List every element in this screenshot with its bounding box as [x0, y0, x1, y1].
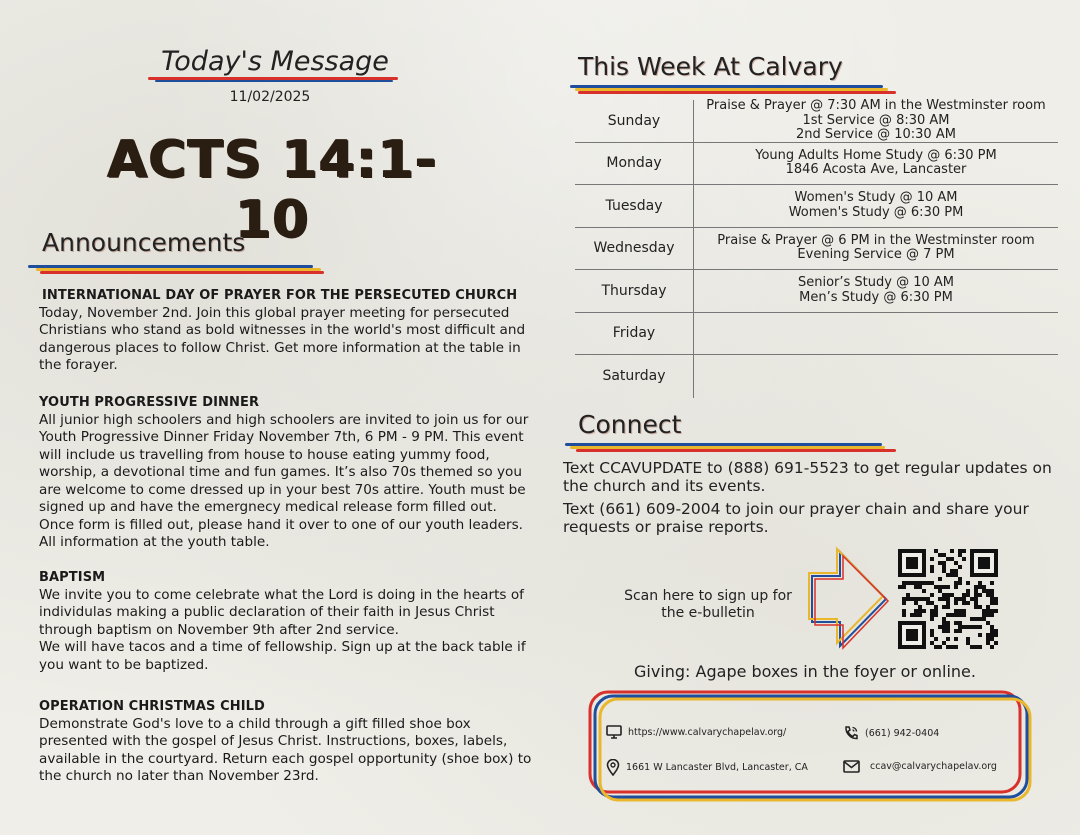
schedule-row-wednesday: [575, 228, 1058, 271]
schedule-event: Women's Study @ 10 AM: [794, 190, 958, 206]
schedule-day: Wednesday: [575, 228, 694, 270]
announcement-body: Today, November 2nd. Join this global prayer meeting for persecuted Christians who stand as bold witnesses in the world's most difficult and dangerous places to follow Christ. Get more information at the table in the forayer.: [39, 304, 526, 373]
schedule-events: [694, 143, 1058, 185]
schedule-event: 1846 Acosta Ave, Lancaster: [785, 162, 967, 178]
contact-box: [588, 690, 1034, 802]
schedule-events: [694, 270, 1058, 312]
announcements-stripe-red: [40, 271, 324, 274]
schedule-event: Young Adults Home Study @ 6:30 PM: [755, 147, 997, 163]
message-title: Today's Message: [161, 46, 389, 77]
schedule-event: Evening Service @ 7 PM: [797, 247, 955, 263]
title-underline-blue: [155, 80, 393, 82]
monitor-icon: [606, 725, 622, 739]
schedule-day: Monday: [575, 143, 694, 185]
address-text: 1661 W Lancaster Blvd, Lancaster, CA: [626, 762, 808, 773]
schedule-event: Women's Study @ 6:30 PM: [788, 204, 964, 220]
connect-text-prayer-chain: Text (661) 609-2004 to join our prayer chain and share your requests or praise reports.: [563, 500, 1029, 536]
website-link[interactable]: https://www.calvarychapelav.org/: [628, 726, 787, 738]
announcement-title: OPERATION CHRISTMAS CHILD: [39, 699, 265, 714]
schedule-events: [694, 313, 1058, 355]
schedule-event: 1st Service @ 8:30 AM: [802, 112, 950, 128]
schedule-events: [694, 355, 1058, 398]
message-date: 11/02/2025: [229, 89, 311, 105]
announcement-body: All junior high schoolers and high schoolers are invited to join us for our Youth Progressive Dinner Friday November 7th, 6 PM - 9 PM. This event will include us travelling from house to house eating yummy food, worship, a devotional time and fun games. It’s also 70s themed so you are welcome to come dressed up in your best 70s attire. Youth must be signed up and have the emergnecy medical release form filled out. Once form is filled out, please hand it over to one of our youth leaders. All information at the youth table.: [39, 411, 529, 550]
week-heading: This Week At Calvary: [578, 52, 843, 81]
announcement-youth-dinner: [39, 394, 534, 552]
schedule-day: Friday: [575, 313, 694, 355]
schedule-event: Praise & Prayer @ 6 PM in the Westminster room: [717, 232, 1035, 248]
phone-number[interactable]: (661) 942-0404: [865, 727, 940, 739]
schedule-day: Sunday: [575, 100, 694, 142]
qr-code-icon[interactable]: [898, 549, 998, 649]
announcement-title: INTERNATIONAL DAY OF PRAYER FOR THE PERSECUTED CHURCH: [42, 288, 518, 303]
right-arrow-icon: [806, 546, 892, 652]
schedule-event: 2nd Service @ 10:30 AM: [796, 127, 956, 142]
connect-text-updates: Text CCAVUPDATE to (888) 691-5523 to get regular updates on the church and its events.: [563, 459, 1052, 495]
announcement-title: BAPTISM: [39, 570, 106, 585]
announcement-title: YOUTH PROGRESSIVE DINNER: [39, 395, 260, 410]
announcement-body: We invite you to come celebrate what the Lord is doing in the hearts of individulas making a public declaration of their faith in Jesus Christ through baptism on November 9th after 2nd service. We will have tacos and a time of fellowship. Sign up at the back table if you want to be baptized.: [39, 586, 526, 673]
phone-call-icon: [843, 725, 859, 741]
schedule-row-monday: [575, 143, 1058, 186]
map-pin-icon: [606, 759, 620, 776]
weekly-schedule: [575, 100, 1058, 398]
schedule-event: Men’s Study @ 6:30 PM: [799, 289, 953, 305]
scan-caption: Scan here to sign up for the e-bulletin: [624, 588, 792, 621]
schedule-row-friday: [575, 313, 1058, 356]
email-link[interactable]: ccav@calvarychapelav.org: [870, 761, 997, 772]
envelope-icon: [843, 760, 860, 773]
week-stripe-red: [578, 91, 896, 94]
scripture-reference: ACTS 14:1-10: [107, 130, 438, 250]
schedule-day: Tuesday: [575, 185, 694, 227]
schedule-event: Senior’s Study @ 10 AM: [797, 275, 955, 291]
schedule-events: [694, 228, 1058, 270]
connect-stripe-red: [576, 449, 896, 452]
schedule-row-saturday: [575, 355, 1058, 398]
schedule-day: Saturday: [575, 355, 694, 398]
schedule-day: Thursday: [575, 270, 694, 312]
schedule-row-sunday: [575, 100, 1058, 143]
connect-heading: Connect: [578, 410, 682, 439]
announcements-heading: Announcements: [42, 228, 246, 257]
schedule-events: [694, 100, 1058, 142]
announcement-body: Demonstrate God's love to a child through a gift filled shoe box presented with the gospel of Jesus Christ. Instructions, boxes, labels, available in the courtyard. Return each gospel opportunity (shoe box) to the church no later than November 23rd.: [39, 715, 532, 784]
announcement-prayer: [39, 287, 534, 375]
schedule-events: [694, 185, 1058, 227]
announcement-baptism: [39, 569, 534, 674]
schedule-row-tuesday: [575, 185, 1058, 228]
giving-text: Giving: Agape boxes in the foyer or online.: [634, 662, 976, 681]
schedule-event: Praise & Prayer @ 7:30 AM in the Westminster room: [706, 98, 1046, 113]
announcement-christmas-child: [39, 698, 534, 786]
schedule-row-thursday: [575, 270, 1058, 313]
